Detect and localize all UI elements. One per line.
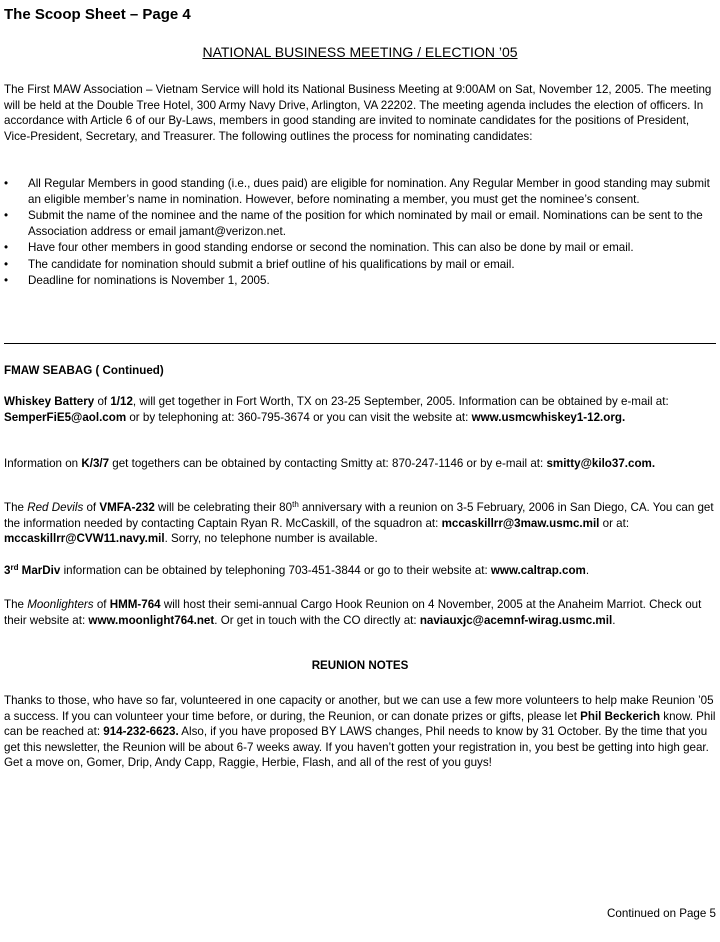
bullet-icon: • [4, 257, 9, 271]
website-link[interactable]: www.caltrap.com [490, 564, 586, 577]
vmfa-232-paragraph: The Red Devils of VMFA-232 will be celebrating their 80th anniversary with a reunion on 3-5 February, 2006 in San Diego, CA. You can get the information needed by contacting Captain Ryan R. McCaskill, of the squadron at: mccaskillrr@3maw.usmc.mil or at: mccaskillrr@CVW11.navy.mil. Sorry, no telephone number is available. [4, 500, 714, 545]
unit-name: HMM-764 [109, 598, 161, 611]
unit-name: K/3/7 [81, 457, 110, 470]
website-link[interactable]: www.moonlight764.net [88, 613, 215, 627]
contact-name: Phil Beckerich [580, 709, 661, 723]
contact-phone: 914-232-6623. [103, 725, 179, 738]
bullet-icon: • [4, 241, 9, 254]
reunion-notes-paragraph: Thanks to those, who have so far, volunteered in one capacity or another, but we can use a few more volunteers to help make Reunion ’05 a success. If you can volunteer your time before, or during, the Reunion, or can donate prizes or gifts, please let Phil Beckerich know. Phil can be reached at: 914-232-6623. Also, if you have proposed BY LAWS changes, Phil needs to know by 31 October. By the time that you get this newsletter, the Reunion will be about 6-7 weeks away. If you haven’t gotten your registration in, you best be getting into high gear. Get a move on, Gomer, Drip, Andy Capp, Raggie, Herbie, Flash, and all of the rest of you guys! [4, 694, 716, 769]
continued-footer: Continued on Page 5 [607, 907, 716, 920]
hmm-764-paragraph: The Moonlighters of HMM-764 will host their semi-annual Cargo Hook Reunion on 4 November, 2005 at the Anaheim Marriot. Check out their website at: www.moonlight764.net. Or get in touch with the CO directly at: naviauxjc@acemnf-wirag.usmc.mil. [4, 598, 702, 627]
reunion-notes-heading: REUNION NOTES [311, 659, 409, 672]
unit-name: MarDiv [18, 564, 61, 577]
list-item [4, 273, 716, 289]
list-item-text: Have four other members in good standing endorse or second the nomination. This can also be done by mail or email. [28, 241, 634, 254]
unit-name: VMFA-232 [99, 501, 155, 514]
section-divider [4, 343, 716, 344]
mardiv-paragraph: 3rd MarDiv information can be obtained by telephoning 703-451-3844 or go to their website at: www.caltrap.com. [4, 563, 590, 577]
seabag-heading: FMAW SEABAG ( Continued) [4, 364, 164, 377]
unit-number: 3 [4, 564, 11, 577]
website-link[interactable]: www.usmcwhiskey1-12.org. [471, 410, 626, 424]
bullet-icon: • [4, 209, 9, 222]
list-item [4, 257, 716, 273]
list-item-text: Deadline for nominations is November 1, 2005. [28, 274, 270, 287]
squadron-nickname: Red Devils [27, 501, 84, 514]
page-header: The Scoop Sheet – Page 4 [4, 6, 191, 23]
unit-name: Whiskey Battery [4, 395, 95, 408]
list-item-text: Submit the name of the nominee and the name of the position for which nominated by mail or email. Nominations can be sent to the Association address or email jamant@verizon.net. [28, 209, 703, 238]
whiskey-battery-paragraph: Whiskey Battery of 1/12, will get together in Fort Worth, TX on 23-25 September, 2005. Information can be obtained by e-mail at: SemperFiE5@aol.com or by telephoning at: 360-795-3674 or you can visit the website at: www.usmcwhiskey1-12.org. [4, 395, 669, 424]
list-item-text: The candidate for nomination should submit a brief outline of his qualifications by mail or email. [28, 257, 515, 271]
meeting-title: NATIONAL BUSINESS MEETING / ELECTION ’05 [202, 44, 518, 60]
list-item [4, 176, 716, 207]
email-link[interactable]: SemperFiE5@aol.com [4, 410, 127, 424]
k37-paragraph: Information on K/3/7 get togethers can be obtained by contacting Smitty at: 870-247-1146 or by e-mail at: smitty@kilo37.com. [4, 457, 656, 470]
list-item [4, 208, 716, 239]
list-item-text: All Regular Members in good standing (i.e., dues paid) are eligible for nomination. Any Regular Member in good standing may submit an eligible member’s name in nomination. However, before nominating a member, you must get the nominee’s consent. [28, 177, 710, 206]
nomination-list [4, 176, 716, 290]
bullet-icon: • [4, 274, 9, 287]
bullet-icon: • [4, 177, 9, 190]
squadron-nickname: Moonlighters [27, 598, 94, 611]
email-link[interactable]: mccaskillrr@CVW11.navy.mil [4, 532, 165, 545]
meeting-intro: The First MAW Association – Vietnam Service will hold its National Business Meeting at 9:00AM on Sat, November 12, 2005. The meeting will be held at the Double Tree Hotel, 300 Army Navy Drive, Arlington, VA 22202. The meeting agenda includes the election of officers. In accordance with Article 6 of our By-Laws, members in good standing are invited to nominate candidates for the positions of President, Vice-President, Secretary, and Treasurer. The following outlines the process for nominating candidates: [4, 83, 712, 143]
list-item [4, 240, 716, 256]
email-link[interactable]: mccaskillrr@3maw.usmc.mil [441, 516, 600, 530]
unit-group: 1/12 [110, 395, 133, 408]
email-link[interactable]: naviauxjc@acemnf-wirag.usmc.mil [419, 613, 613, 627]
email-link[interactable]: smitty@kilo37.com. [546, 457, 656, 470]
